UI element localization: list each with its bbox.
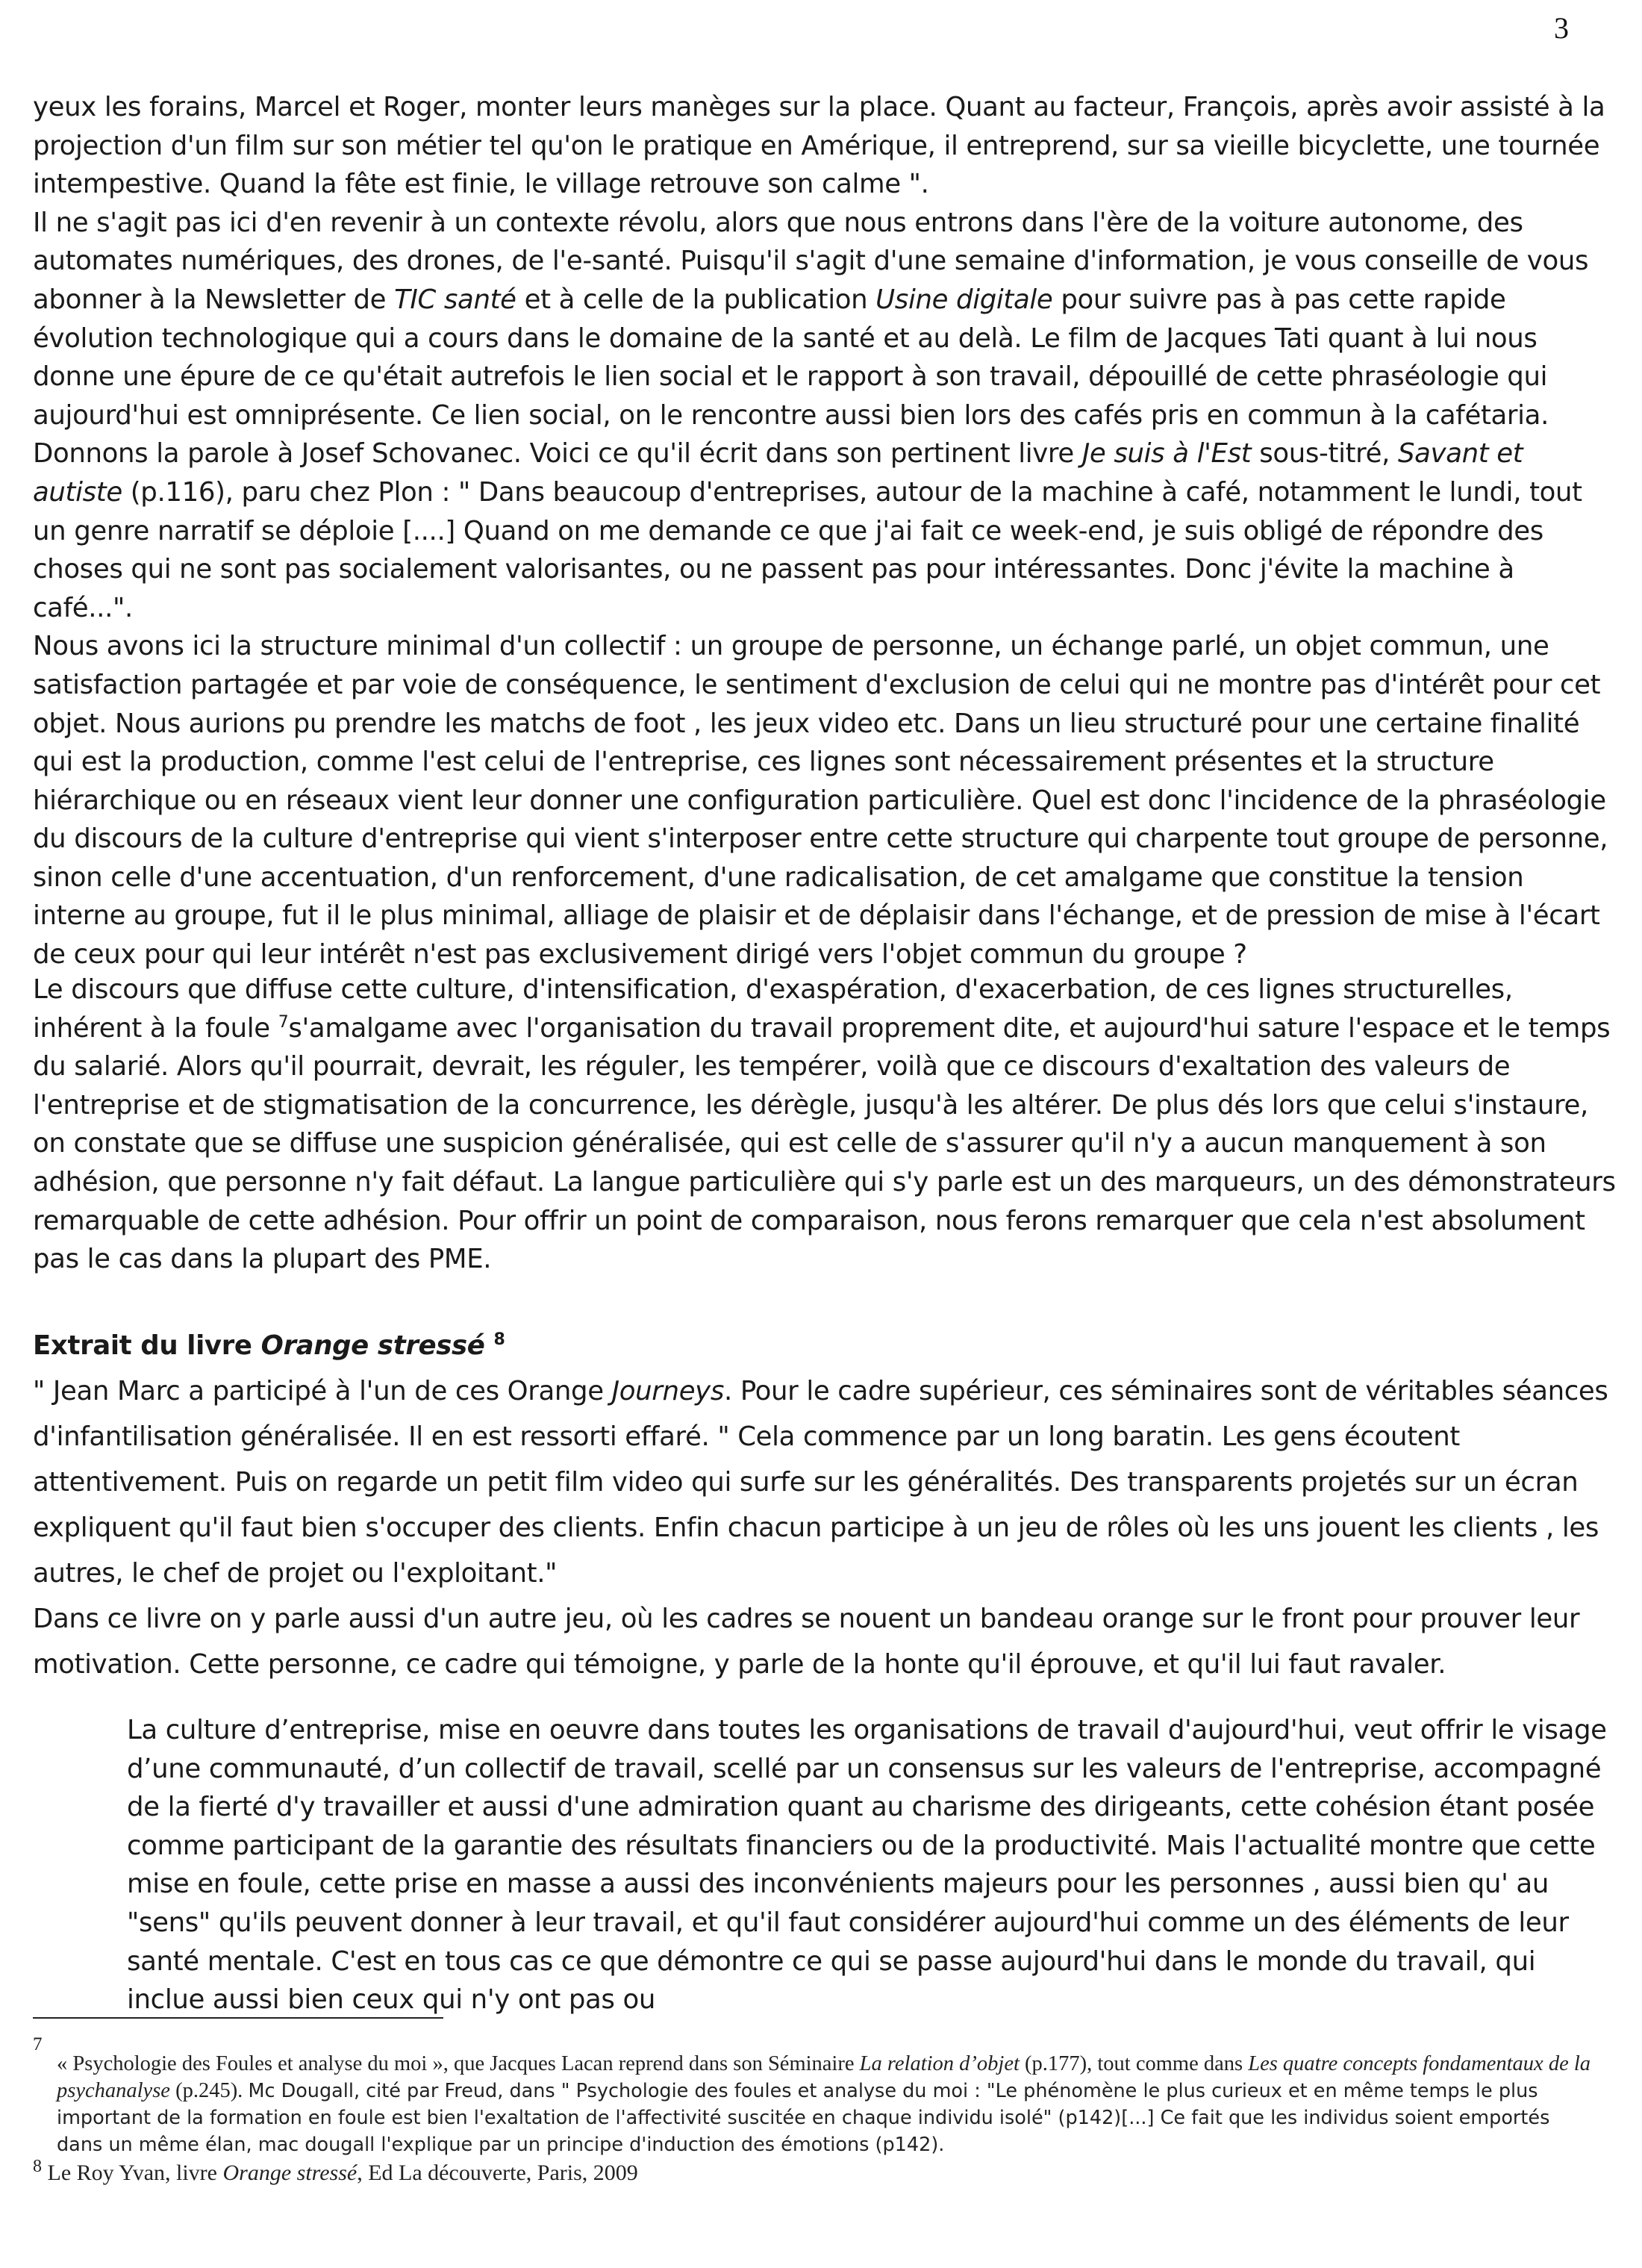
book-title: La relation d’objet <box>859 2052 1020 2075</box>
page-number: 3 <box>1554 11 1569 45</box>
paragraph-technology-newsletter: Il ne s'agit pas ici d'en revenir à un contexte révolu, alors que nous entrons dans l'ère de la voiture autonome, des automates numériques, des drones, de l'e-santé. Puisqu'il s'agit d'une semaine d'information, je vous conseille de vous abonner à la Newsletter de TIC santé et à celle de la publication Usine digitale pour suivre pas à pas cette rapide évolution technologique qui a cours dans le domaine de la santé et au delà. Le film de Jacques Tati quant à lui nous donne une épure de ce qu'était autrefois le lien social et le rapport à son travail, dépouillé de cette phraséologie qui aujourd'hui est omniprésente. Ce lien social, on le rencontre aussi bien lors des cafés pris en commun à la cafétaria. Donnons la parole à Josef Schovanec. Voici ce qu'il écrit dans son pertinent livre Je suis à l'Est sous-titré, Savant et autiste (p.116), paru chez Plon : " Dans beaucoup d'entreprises, autour de la machine à café, notamment le lundi, tout un genre narratif se déploie [....] Quand on me demande ce que j'ai fait ce week-end, je suis obligé de répondre des choses qui ne sont pas socialement valorisantes, ou ne passent pas pour intéressantes. Donc j'évite la machine à café...". <box>33 207 1589 623</box>
publication-title: TIC santé <box>394 284 516 315</box>
footnote-7-number: 7 <box>33 2034 43 2054</box>
text-block-orange-excerpt <box>33 1323 1617 1687</box>
paragraph-headband-game: Dans ce livre on y parle aussi d'un autre jeu, où les cadres se nouent un bandeau orange sur le front pour prouver leur motivation. Cette personne, ce cadre qui témoigne, y parle de la honte qu'il éprouve, et qu'il lui faut ravaler. <box>33 1604 1580 1680</box>
footnote-ref-8[interactable]: 8 <box>493 1330 505 1350</box>
book-subtitle: Savant et autiste <box>33 438 1523 508</box>
book-title: Orange stressé <box>260 1330 485 1361</box>
paragraph-tati-village: yeux les forains, Marcel et Roger, monter leurs manèges sur la place. Quant au facteur, François, après avoir assisté à la projection d'un film sur son métier tel qu'on le pratique en Amérique, il entreprend, sur sa vieille bicyclette, une tournée intempestive. Quand la fête est finie, le village retrouve son calme ". <box>33 92 1605 200</box>
section-heading: Extrait du livre Orange stressé $^8$ <box>33 1330 505 1361</box>
paragraph-corporate-discourse: Le discours que diffuse cette culture, d'intensification, d'exaspération, d'exacerbation, de ces lignes structurelles, inhérent à la foule $^7$s'amalgame avec l'organisation du travail proprement dite, et aujourd'hui sature l'espace et le temps du salarié. Alors qu'il pourrait, devrait, les réguler, les tempérer, voilà que ce discours d'exaltation des valeurs de l'entreprise et de stigmatisation de la concurrence, les dérègle, jusqu'à les altérer. De plus dés lors que celui s'instaure, on constate que se diffuse une suspicion généralisée, qui est celle de s'assurer qu'il n'y a aucun manquement à son adhésion, que personne n'y fait défaut. La langue particulière qui s'y parle est un des marqueurs, un des démonstrateurs remarquable de cette adhésion. Pour offrir un point de comparaison, nous ferons remarquer que cela n'est absolument pas le cas dans la plupart des PME. <box>33 974 1616 1275</box>
text-block-corporate-culture <box>33 1711 1617 2019</box>
footnote-8: $^8$ Le Roy Yvan, livre Orange stressé, Ed La découverte, Paris, 2009 <box>33 2157 638 2185</box>
footnote-separator <box>33 2017 443 2019</box>
book-title: Les quatre concepts fondamentaux de la psychanalyse <box>57 2052 1591 2102</box>
text-block-discourse <box>33 971 1617 1279</box>
footnote-ref-7[interactable]: 7 <box>278 1012 289 1032</box>
paragraph-collective-structure: Nous avons ici la structure minimal d'un collectif : un groupe de personne, un échange parlé, un objet commun, une satisfaction partagée et par voie de conséquence, le sentiment d'exclusion de celui qui ne montre pas d'intérêt pour cet objet. Nous aurions pu prendre les matchs de foot , les jeux video etc. Dans un lieu structuré pour une certaine finalité qui est la production, comme l'est celui de l'entreprise, ces lignes sont nécessairement présentes et la structure hiérarchique ou en réseaux vient leur donner une configuration particulière. Quel est donc l'incidence de la phraséologie du discours de la culture d'entreprise qui vient s'interposer entre cette structure qui charpente tout groupe de personne, sinon celle d'une accentuation, d'un renforcement, d'une radicalisation, de cet amalgame que constitue la tension interne au groupe, fut il le plus minimal, alliage de plaisir et de déplaisir dans l'échange, et de pression de mise à l'écart de ceux pour qui leur intérêt n'est pas exclusivement dirigé vers l'objet commun du groupe ? <box>33 631 1608 971</box>
book-title: Orange stressé <box>222 2160 358 2185</box>
text-block-intro <box>33 88 1617 974</box>
publication-title: Usine digitale <box>875 284 1053 315</box>
footnote-7: « Psychologie des Foules et analyse du moi », que Jacques Lacan reprend dans son Séminaire La relation d’objet (p.177), tout comme dans Les quatre concepts fondamentaux de la psychanalyse (p.245). Mc Dougall, cité par Freud, dans " Psychologie des foules et analyse du moi : "Le phénomène le plus curieux et en même temps le plus important de la formation en foule est bien l'exaltation de l'affectivité suscitée en chaque individu isolé" (p142)[...] Ce fait que les individus soient emportés dans un même élan, mac dougall l'explique par un principe d'induction des émotions (p142). <box>57 2052 1591 2156</box>
paragraph-corporate-culture: La culture d’entreprise, mise en oeuvre dans toutes les organisations de travail d'aujourd'hui, veut offrir le visage d’une communauté, d’un collectif de travail, scellé par un consensus sur les valeurs de l'entreprise, accompagné de la fierté d'y travailler et aussi d'une admiration quant au charisme des dirigeants, cette cohésion étant posée comme participant de la garantie des résultats financiers ou de la productivité. Mais l'actualité montre que cette mise en foule, cette prise en masse a aussi des inconvénients majeurs pour les personnes , aussi bien qu' au "sens" qu'ils peuvent donner à leur travail, et qu'il faut considérer aujourd'hui comme un des éléments de leur santé mentale. C'est en tous cas ce que démontre ce qui se passe aujourd'hui dans le monde du travail, qui inclue aussi bien ceux qui n'y ont pas ou <box>127 1715 1607 2016</box>
footnotes <box>33 2034 1600 2188</box>
book-title: Je suis à l'Est <box>1081 438 1252 470</box>
quote-paragraph: " Jean Marc a participé à l'un de ces Orange Journeys. Pour le cadre supérieur, ces séminaires sont de véritables séances d'infantilisation généralisée. Il en est ressorti effaré. " Cela commence par un long baratin. Les gens écoutent attentivement. Puis on regarde un petit film video qui surfe sur les généralités. Des transparents projetés sur un écran expliquent qu'il faut bien s'occuper des clients. Enfin chacun participe à un jeu de rôles où les uns jouent les clients , les autres, le chef de projet ou l'exploitant." <box>33 1376 1608 1589</box>
